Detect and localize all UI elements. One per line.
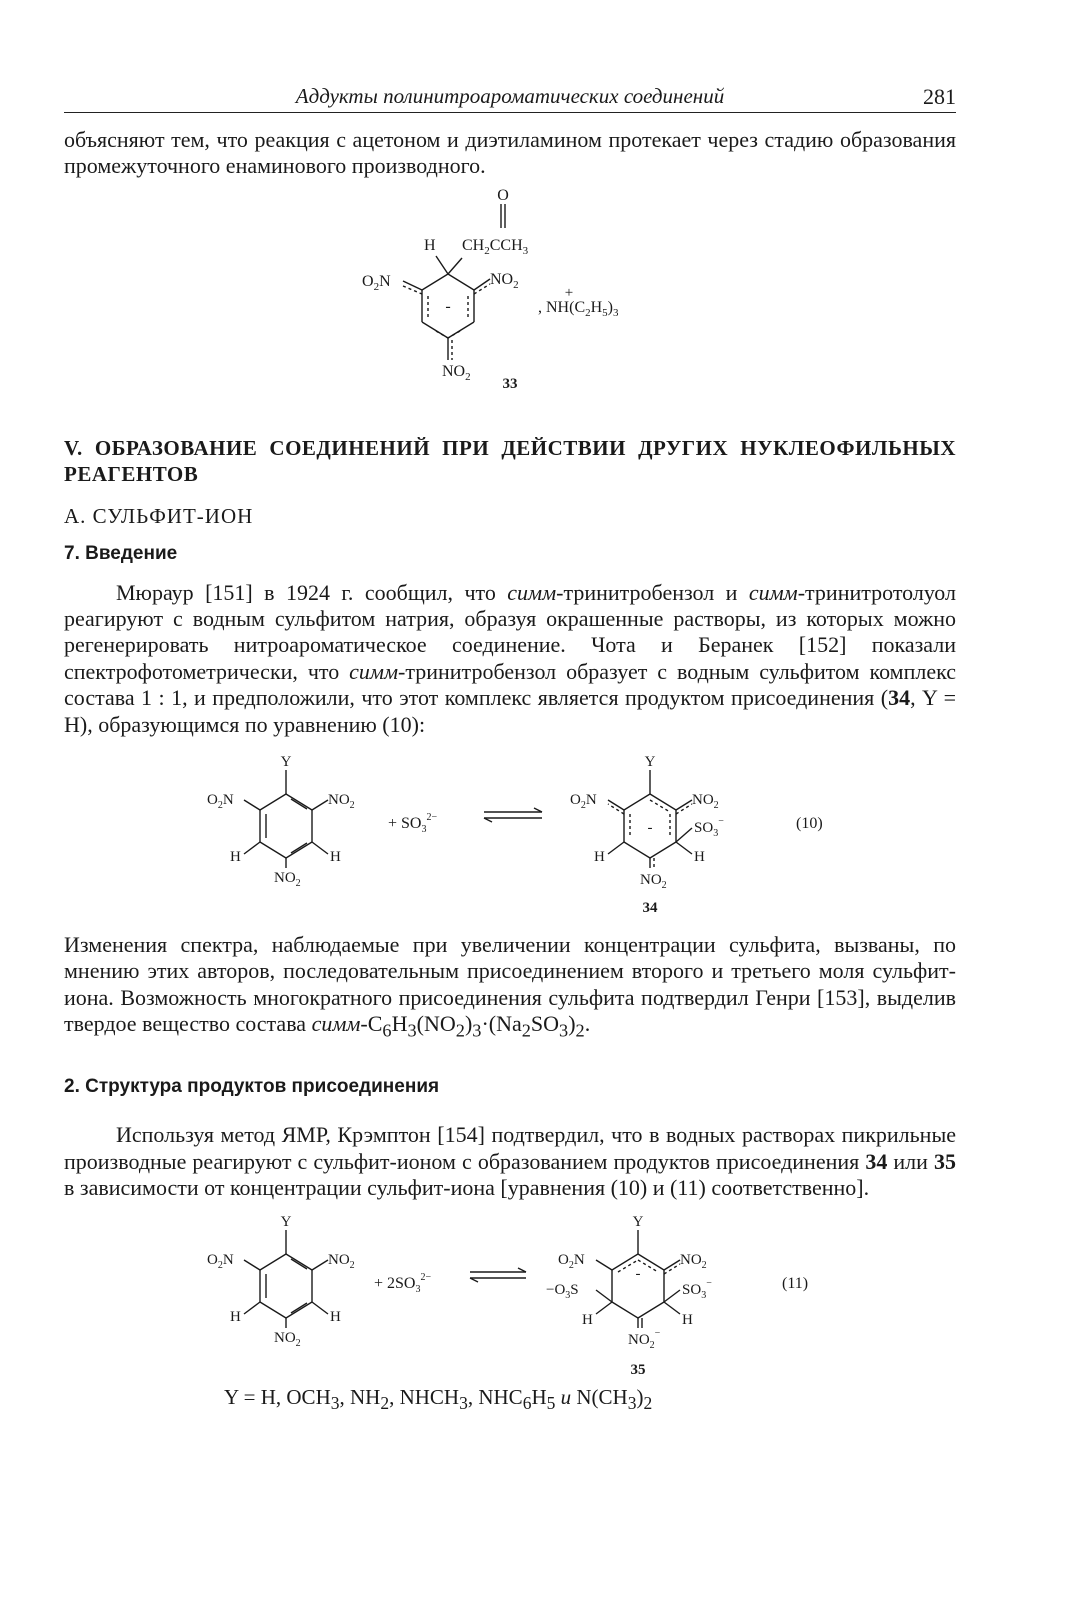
- equation-10: [64, 756, 956, 918]
- eq10-no2-prod-top: $NO_2$: [692, 792, 719, 812]
- eq10-number: (10): [796, 815, 823, 833]
- paragraph-3: Используя метод ЯМР, Крэмптон [154] подтвердил, что в водных растворах пикрильные производные реагируют с сульфит-ионом с образованием продуктов присоединения 34 или 35 в зависимости от концентрации сульфит-иона [уравнения (10) и (11) соответственно].: [64, 1122, 956, 1201]
- equation-11-scheme: [64, 1216, 956, 1380]
- page-number: 281: [923, 84, 956, 109]
- structure-33: [64, 180, 956, 380]
- eq10-h-prod-left: H: [594, 849, 605, 866]
- equation-10-scheme: [64, 756, 956, 918]
- structure-33-figure: [64, 180, 956, 380]
- eq10-y-left: Y: [280, 756, 292, 771]
- eq11-h-right: H: [330, 1308, 341, 1325]
- struct33-salt-plus: +: [564, 284, 574, 301]
- equation-11: [64, 1216, 956, 1380]
- struct33-h: H: [424, 236, 436, 254]
- eq10-no2-prod-bottom: $NO_2$: [640, 872, 667, 892]
- eq10-ring-minus: -: [647, 820, 653, 837]
- eq11-y-left: Y: [280, 1215, 292, 1230]
- eq11-h-prod-left: H: [582, 1311, 593, 1328]
- struct33-ring-minus: -: [445, 297, 451, 315]
- eq11-sulfite: + $2SO_3^{2-}$: [374, 1271, 432, 1295]
- eq10-so3-prod: $SO_3^-$: [694, 816, 724, 840]
- running-title: Аддукты полинитроароматических соединений: [295, 84, 725, 108]
- eq11-h-left: H: [230, 1308, 241, 1325]
- intro-paragraph: объясняют тем, что реакция с ацетоном и диэтиламином протекает через стадию образования промежуточного енаминового производного.: [64, 127, 956, 179]
- eq10-h-right: H: [330, 849, 341, 866]
- struct33-label: 33: [502, 375, 518, 392]
- subsection-1-heading: 7. Введение: [64, 543, 178, 565]
- eq11-o2n-prod: $O_2N$: [558, 1251, 585, 1271]
- running-header: [64, 84, 956, 113]
- eq11-h-prod-right: H: [682, 1311, 693, 1328]
- eq11-no2-right-top: $NO_2$: [328, 1251, 355, 1271]
- eq11-o2n-left: $O_2N$: [207, 1251, 234, 1271]
- y-definition: Y = H, $OCH_3$, $NH_2$, $NHCH_3$, $NHC_6H_5$ и $N(CH_3)_2$: [224, 1384, 653, 1413]
- struct33-no2-right: $NO_2$: [490, 270, 519, 291]
- eq11-no2-prod-top: $NO_2$: [680, 1251, 707, 1271]
- paragraph-2: Изменения спектра, наблюдаемые при увеличении концентрации сульфита, вызваны, по мнению этих авторов, последовательным присоединением второго и третьего моля сульфит-иона. Возможность многократного присоединения сульфита подтвердил Генри [153], выделив твердое вещество состава симм-$C_6H_3(NO_2)_3\cdot(Na_2SO_3)_2$.: [64, 932, 956, 1041]
- section-v-heading: V. ОБРАЗОВАНИЕ СОЕДИНЕНИЙ ПРИ ДЕЙСТВИИ ДРУГИХ НУКЛЕОФИЛЬНЫХ РЕАГЕНТОВ: [64, 435, 956, 486]
- eq10-o2n-prod: $O_2N$: [570, 792, 597, 812]
- page: [64, 84, 956, 1416]
- subsection-a-heading: А. СУЛЬФИТ-ИОН: [64, 503, 254, 528]
- eq10-o2n-left: $O_2N$: [207, 792, 234, 812]
- eq10-h-prod-right: H: [694, 849, 705, 866]
- eq10-label-34: 34: [642, 900, 658, 917]
- subsection-2-heading: 2. Структура продуктов присоединения: [64, 1076, 440, 1098]
- eq10-sulfite: + $SO_3^{2-}$: [388, 812, 438, 836]
- eq11-y-right: Y: [632, 1215, 644, 1230]
- eq10-h-left: H: [230, 849, 241, 866]
- eq11-o3s-prod: $-O_3S$: [546, 1281, 579, 1301]
- eq11-no2-prod-bottom: $NO_2^-$: [628, 1327, 661, 1351]
- struct33-ch2cch3: $CH_2CCH_3$: [462, 236, 529, 257]
- struct33-salt: , $NH(C_2H_5)_3$: [538, 298, 619, 319]
- eq10-y-right: Y: [644, 756, 656, 771]
- eq10-no2-right-top: $NO_2$: [328, 792, 355, 812]
- eq11-number: (11): [782, 1274, 809, 1292]
- eq11-no2-bottom-left: $NO_2$: [274, 1329, 301, 1349]
- eq10-no2-bottom-left: $NO_2$: [274, 870, 301, 890]
- paragraph-1: Мюраур [151] в 1924 г. сообщил, что симм-тринитробензол и симм-тринитротолуол реагируют с водным сульфитом натрия, образуя окрашенные растворы, из которых можно регенерировать нитроароматическое соединение. Чота и Беранек [152] показали спектрофотометрически, что симм-тринитробензол образует с водным сульфитом комплекс состава 1 : 1, и предположили, что этот комплекс является продуктом присоединения (34, Y = H), образующимся по уравнению (10):: [64, 579, 956, 737]
- eq11-so3-prod: $SO_3^-$: [682, 1277, 712, 1301]
- struct33-o2n-left: $O_2N$: [362, 272, 391, 293]
- struct33-carbonyl-o: O: [497, 186, 509, 204]
- eq11-label-35: 35: [630, 1361, 646, 1378]
- eq11-ring-minus: -: [635, 1265, 641, 1282]
- struct33-no2-bottom: $NO_2$: [442, 362, 471, 380]
